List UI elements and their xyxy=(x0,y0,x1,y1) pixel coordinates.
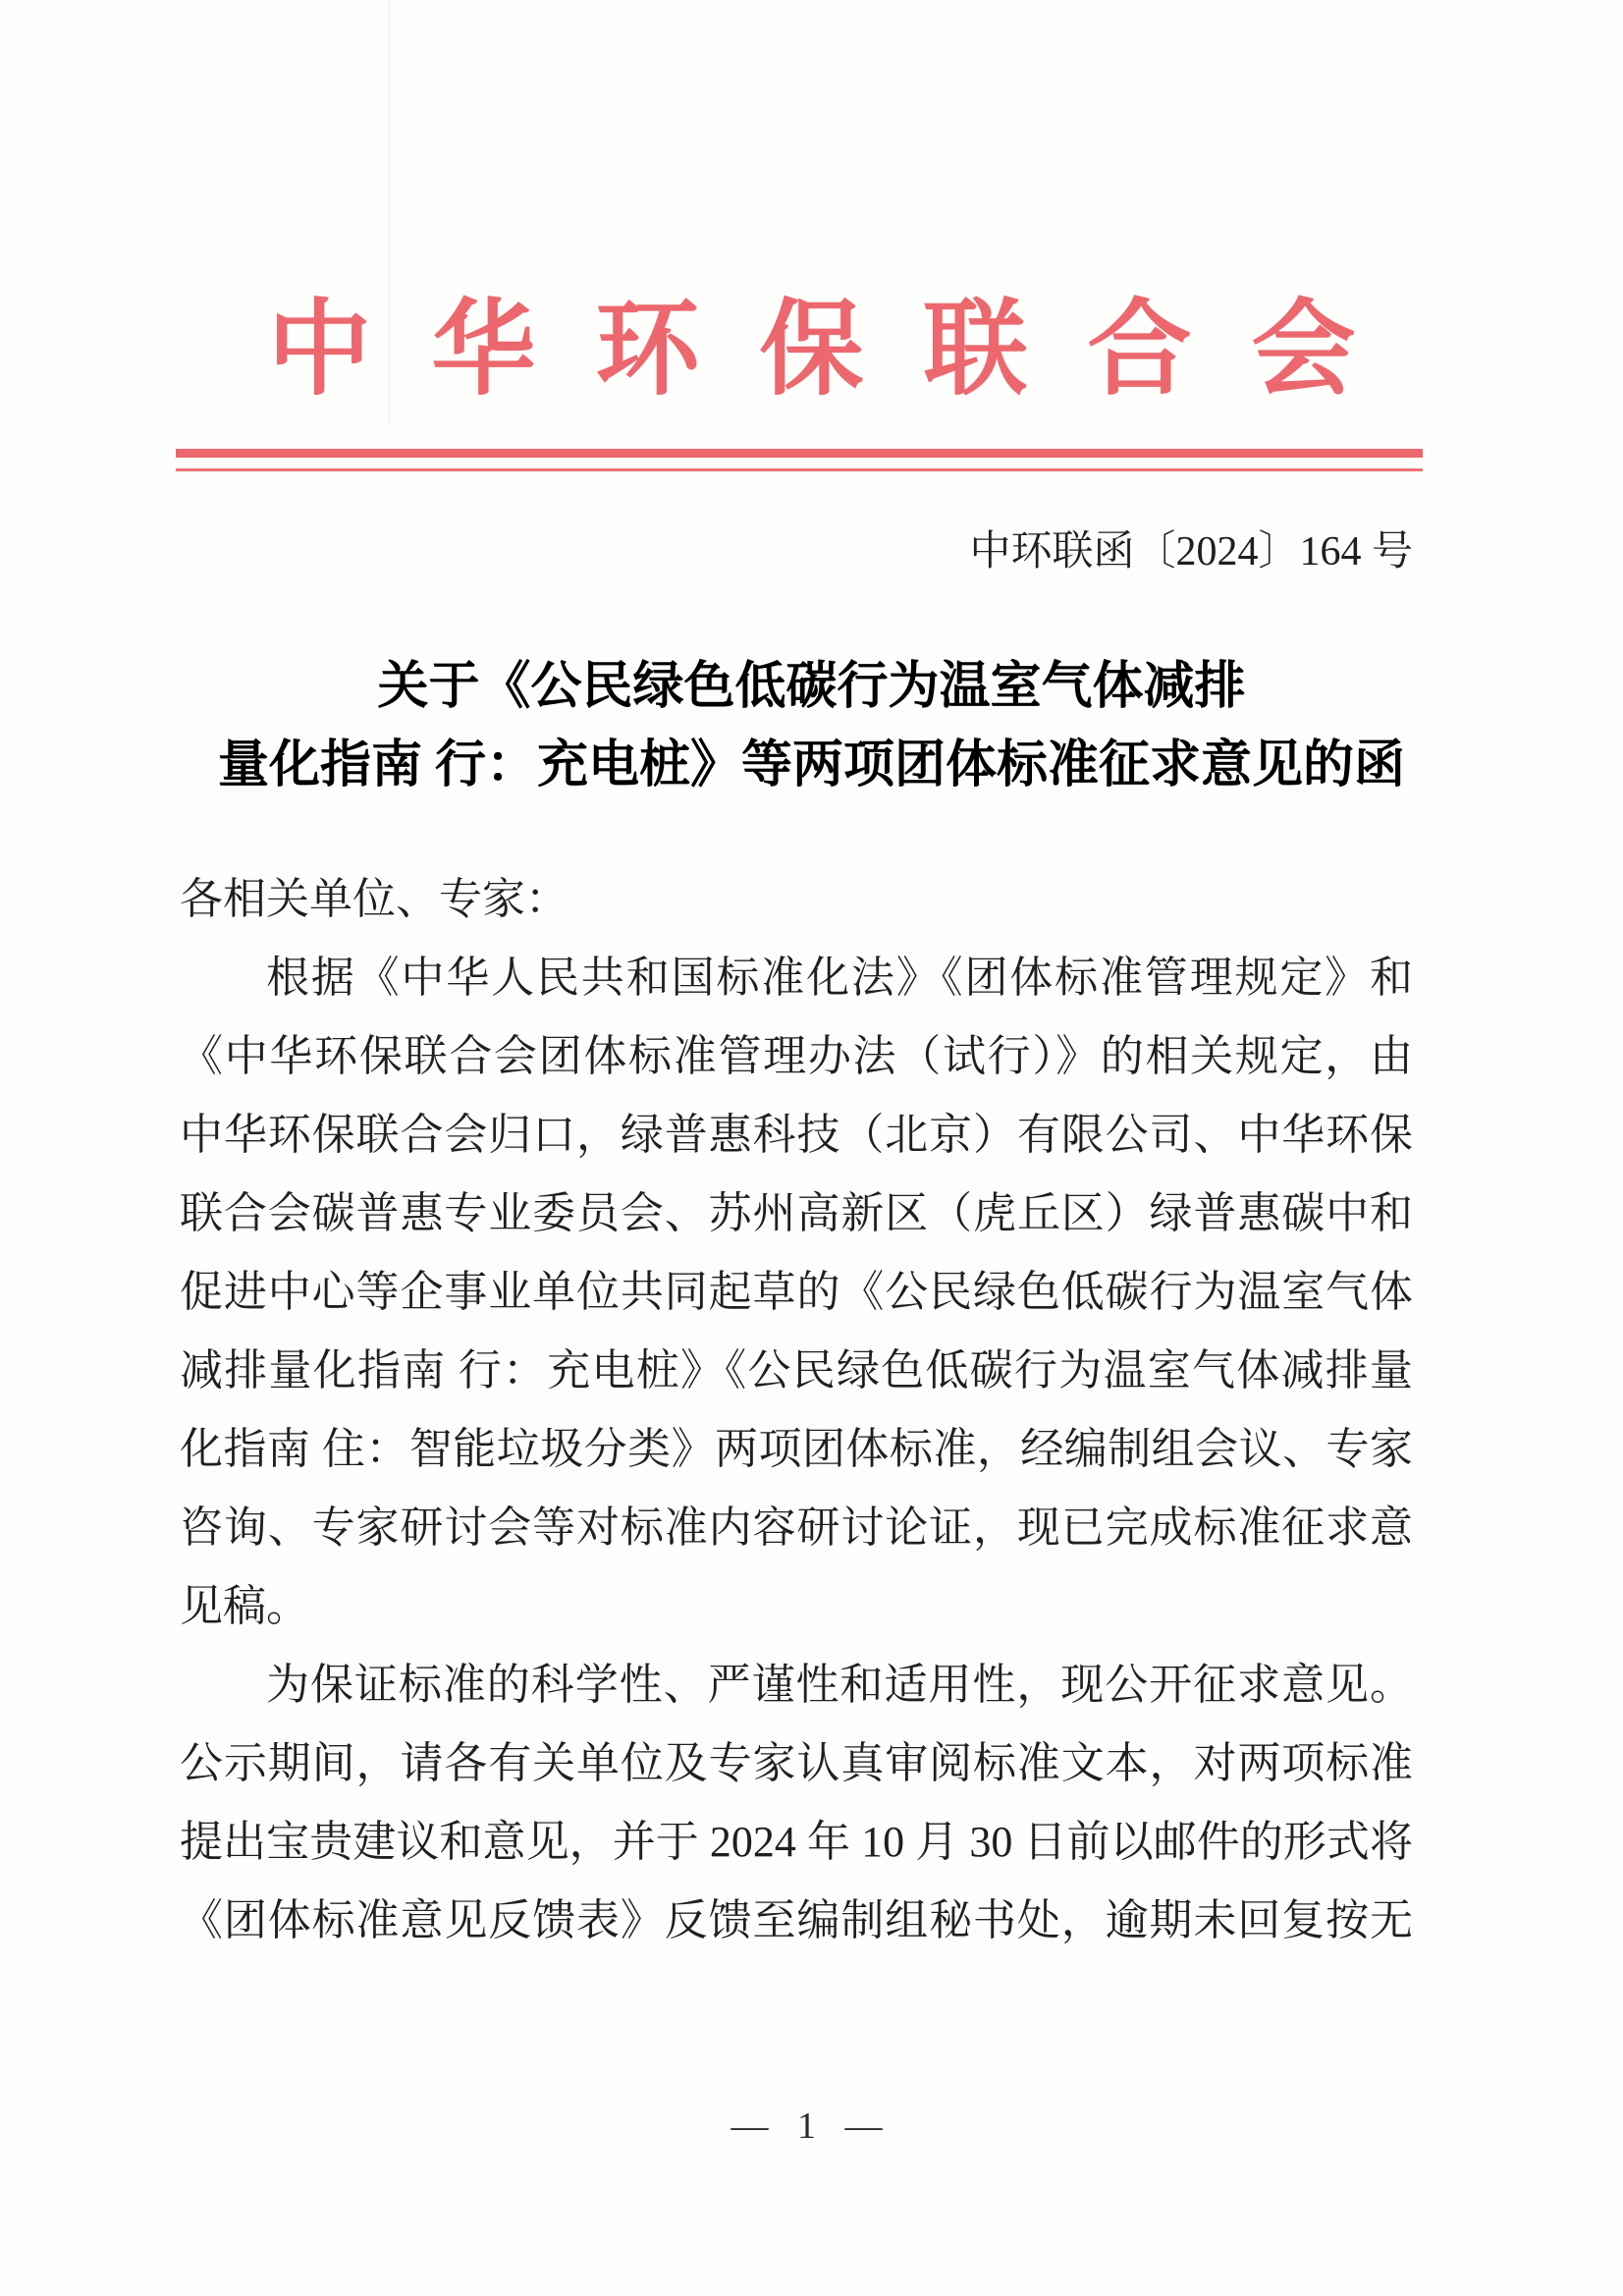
document-number: 中环联函〔2024〕164 号 xyxy=(969,528,1413,574)
document-title-line1: 关于《公民绿色低碳行为温室气体减排 xyxy=(377,659,1246,716)
salutation: 各相关单位、专家： xyxy=(180,875,568,924)
body-line: 见稿。 xyxy=(180,1582,309,1631)
body-line: 减排量化指南 行：充电桩》《公民绿色低碳行为温室气体减排量 xyxy=(180,1346,1413,1395)
org-letterhead-title: 中华环保联合会 xyxy=(267,293,1416,408)
body-line: 中华环保联合会归口，绿普惠科技（北京）有限公司、中华环保 xyxy=(180,1111,1413,1160)
document-title-line2: 量化指南 行：充电桩》等两项团体标准征求意见的函 xyxy=(217,738,1405,794)
document-title xyxy=(0,648,1623,805)
paragraph-2 xyxy=(180,1646,1413,1960)
paragraph-1 xyxy=(180,939,1413,1646)
scan-artifact-line xyxy=(389,0,390,422)
letterhead-divider xyxy=(176,449,1423,471)
divider-thin-rule xyxy=(176,468,1423,471)
body-line: 《中华环保联合会团体标准管理办法（试行）》的相关规定，由 xyxy=(180,1032,1413,1081)
body-line: 提出宝贵建议和意见，并于 2024 年 10 月 30 日前以邮件的形式将 xyxy=(180,1818,1413,1867)
body-line: 公示期间，请各有关单位及专家认真审阅标准文本，对两项标准 xyxy=(180,1739,1413,1788)
document-body xyxy=(180,860,1413,1960)
body-line: 促进中心等企事业单位共同起草的《公民绿色低碳行为温室气体 xyxy=(180,1268,1413,1317)
body-line: 咨询、专家研讨会等对标准内容研讨论证，现已完成标准征求意 xyxy=(180,1503,1413,1553)
body-line: 化指南 住：智能垃圾分类》两项团体标准，经编制组会议、专家 xyxy=(180,1425,1413,1474)
body-line: 《团体标准意见反馈表》反馈至编制组秘书处，逾期未回复按无 xyxy=(180,1896,1413,1945)
body-line: 联合会碳普惠专业委员会、苏州高新区（虎丘区）绿普惠碳中和 xyxy=(180,1189,1413,1238)
body-line: 为保证标准的科学性、严谨性和适用性，现公开征求意见。 xyxy=(266,1661,1413,1710)
page-number: — 1 — xyxy=(730,2105,893,2147)
body-line: 根据《中华人民共和国标准化法》《团体标准管理规定》和 xyxy=(266,954,1413,1003)
divider-thick-rule xyxy=(176,449,1423,458)
